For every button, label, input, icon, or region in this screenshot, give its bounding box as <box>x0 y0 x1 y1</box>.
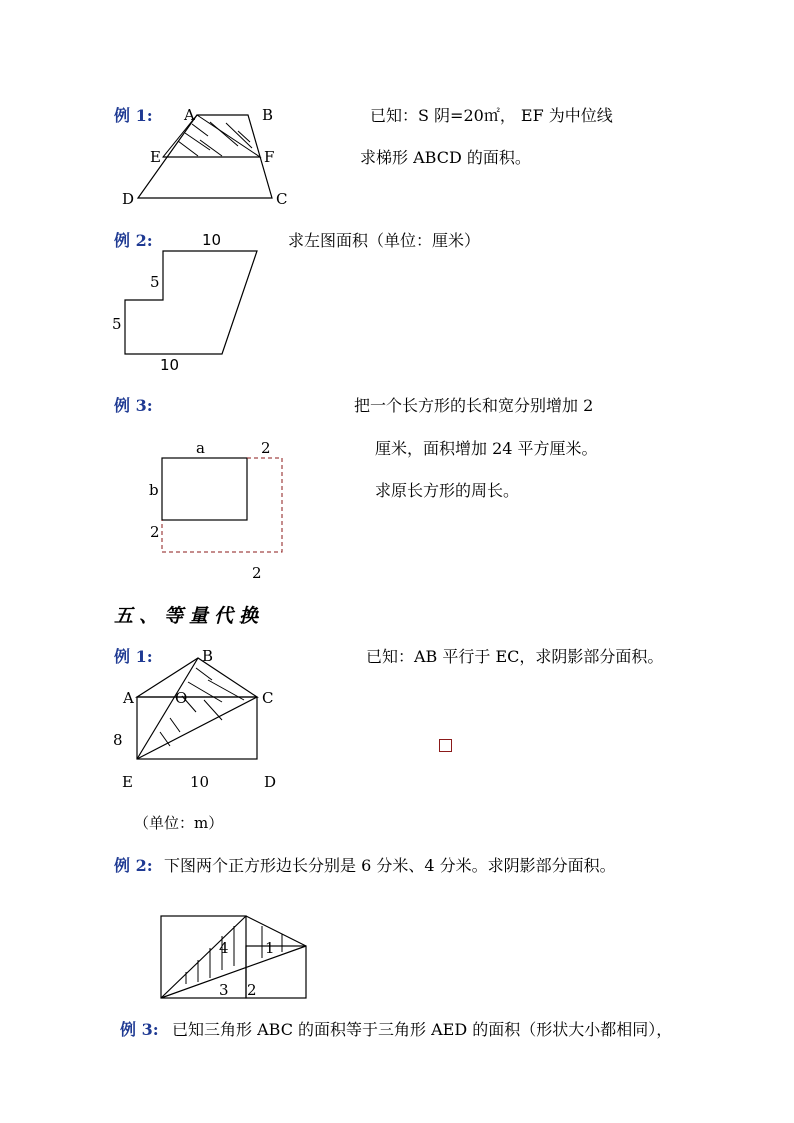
point-a2: A <box>123 689 134 707</box>
dim-top-2: 2 <box>261 439 271 457</box>
s5-example-1-label: 例 1: <box>114 647 153 666</box>
example-1-question: 求梯形 ABCD 的面积。 <box>360 148 531 167</box>
dim-bottom: 10 <box>160 356 180 374</box>
s5-example-3-text: 已知三角形 ABC 的面积等于三角形 AED 的面积（形状大小都相同）， <box>172 1020 673 1039</box>
example-2-label: 例 2: <box>114 231 153 250</box>
s5-example-1-given: 已知：AB 平行于 EC，求阴影部分面积。 <box>366 647 664 666</box>
point-d: D <box>122 190 135 208</box>
point-a: A <box>184 106 195 124</box>
example-1-label: 例 1: <box>114 106 153 125</box>
region-3: 3 <box>219 981 229 999</box>
region-4: 4 <box>219 939 229 957</box>
dim-b: b <box>149 481 159 499</box>
region-1: 1 <box>265 939 275 957</box>
dim-bottom-2: 2 <box>252 564 262 582</box>
example-2-question: 求左图面积（单位：厘米） <box>288 231 481 250</box>
point-f: F <box>264 148 275 166</box>
dim-width: 10 <box>190 773 210 791</box>
dim-a: a <box>196 439 205 457</box>
dim-top: 10 <box>202 231 222 249</box>
point-c2: C <box>262 689 274 707</box>
example-1-given: 已知：S 阴=20㎡， EF 为中位线 <box>370 106 613 125</box>
point-d2: D <box>264 773 277 791</box>
point-e: E <box>150 148 161 166</box>
s5-example-3-label: 例 3: <box>120 1020 159 1039</box>
dim-height: 8 <box>113 731 123 749</box>
example-3-line2: 厘米，面积增加 24 平方厘米。 <box>375 439 598 458</box>
example-3-label: 例 3: <box>114 396 153 415</box>
section-heading: 五、等量代换 <box>114 605 265 627</box>
point-e2: E <box>122 773 133 791</box>
s5-example-2-text: 下图两个正方形边长分别是 6 分米、4 分米。求阴影部分面积。 <box>164 856 616 875</box>
example-3-line1: 把一个长方形的长和宽分别增加 2 <box>354 396 594 415</box>
dim-left: 5 <box>112 315 122 333</box>
point-c: C <box>276 190 288 208</box>
point-b: B <box>262 106 274 124</box>
s5-example-2-label: 例 2: <box>114 856 153 875</box>
dim-step: 5 <box>150 273 160 291</box>
example-3-line3: 求原长方形的周长。 <box>375 481 520 500</box>
unit-note: （单位：m） <box>134 814 224 832</box>
dim-left-2: 2 <box>150 523 160 541</box>
region-2: 2 <box>247 981 257 999</box>
point-o: O <box>175 689 188 707</box>
point-b2: B <box>202 647 214 665</box>
